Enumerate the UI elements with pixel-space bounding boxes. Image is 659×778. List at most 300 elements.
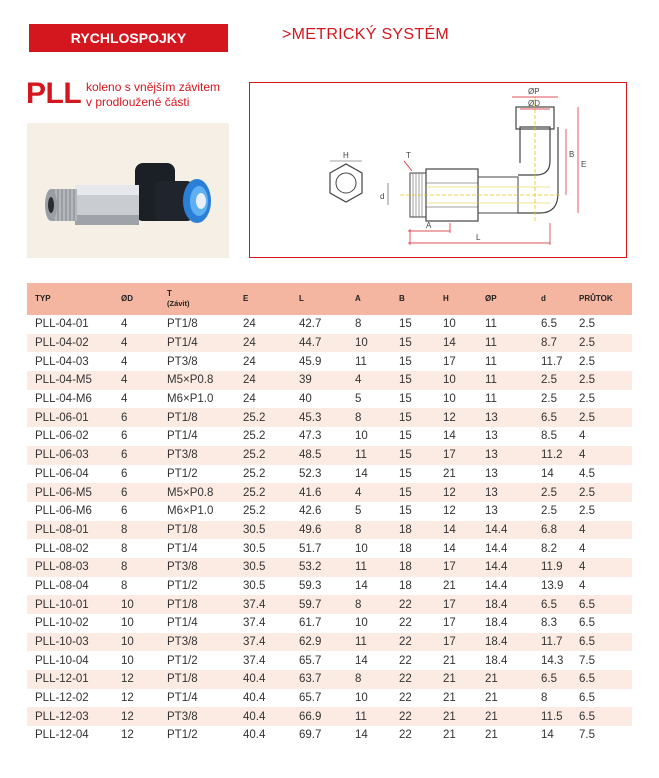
cell-op: 21: [485, 692, 498, 705]
cell-t: PT1/8: [167, 318, 198, 331]
dim-label-H: H: [343, 151, 349, 160]
cell-prutok: 2.5: [579, 337, 595, 350]
cell-h: 12: [443, 486, 456, 499]
col-header-l: L: [299, 294, 304, 303]
cell-od: 8: [121, 523, 128, 536]
cell-l: 63.7: [299, 673, 322, 686]
dim-label-OP: ØP: [528, 87, 540, 96]
col-header-t-sub: (Závit): [167, 299, 190, 308]
cell-d: 2.5: [541, 393, 557, 406]
cell-l: 47.3: [299, 430, 322, 443]
cell-e: 24: [243, 337, 256, 350]
dim-label-L: L: [476, 233, 481, 242]
cell-typ: PLL-04-M6: [35, 393, 92, 406]
cell-l: 65.7: [299, 654, 322, 667]
cell-h: 17: [443, 636, 456, 649]
cell-t: PT1/8: [167, 598, 198, 611]
table-row: [27, 483, 632, 502]
cell-typ: PLL-04-M5: [35, 374, 92, 387]
col-header-prutok: PRŮTOK: [579, 294, 613, 303]
cell-l: 62.9: [299, 636, 322, 649]
cell-d: 14.3: [541, 654, 564, 667]
cell-op: 14.4: [485, 561, 508, 574]
cell-prutok: 7.5: [579, 729, 595, 742]
hex-end-view: [330, 164, 362, 202]
cell-e: 24: [243, 393, 256, 406]
cell-b: 22: [399, 729, 412, 742]
cell-h: 12: [443, 411, 456, 424]
table-row: [27, 465, 632, 484]
table-row: [27, 726, 632, 745]
cell-op: 13: [485, 505, 498, 518]
cell-typ: PLL-08-04: [35, 579, 89, 592]
cell-op: 13: [485, 430, 498, 443]
cell-l: 65.7: [299, 692, 322, 705]
cell-l: 39: [299, 374, 312, 387]
cell-a: 5: [355, 505, 362, 518]
cell-h: 17: [443, 561, 456, 574]
cell-a: 10: [355, 617, 368, 630]
table-row: [27, 689, 632, 708]
cell-t: PT3/8: [167, 710, 198, 723]
table-row: [27, 577, 632, 596]
cell-e: 25.2: [243, 505, 266, 518]
cell-h: 14: [443, 430, 456, 443]
cell-op: 11: [485, 355, 497, 368]
cell-d: 2.5: [541, 505, 557, 518]
cell-od: 4: [121, 318, 128, 331]
cell-od: 8: [121, 542, 128, 555]
cell-t: M5×P0.8: [167, 486, 214, 499]
cell-h: 17: [443, 598, 456, 611]
col-header-od: ØD: [121, 294, 133, 303]
table-row: [27, 633, 632, 652]
cell-a: 4: [355, 374, 362, 387]
cell-l: 53.2: [299, 561, 322, 574]
cell-l: 40: [299, 393, 312, 406]
cell-e: 30.5: [243, 579, 266, 592]
cell-e: 24: [243, 374, 256, 387]
cell-b: 22: [399, 692, 412, 705]
cell-a: 10: [355, 692, 368, 705]
cell-t: PT1/4: [167, 617, 198, 630]
table-row: [27, 614, 632, 633]
cell-a: 14: [355, 729, 368, 742]
cell-b: 22: [399, 598, 412, 611]
cell-l: 59.7: [299, 598, 322, 611]
cell-prutok: 6.5: [579, 692, 595, 705]
cell-l: 49.6: [299, 523, 322, 536]
cell-op: 11: [485, 337, 497, 350]
table-row: [27, 352, 632, 371]
cell-od: 12: [121, 673, 134, 686]
table-row: [27, 651, 632, 670]
cell-e: 30.5: [243, 523, 266, 536]
cell-h: 21: [443, 654, 456, 667]
cell-e: 25.2: [243, 430, 266, 443]
cell-a: 14: [355, 654, 368, 667]
cell-t: PT1/4: [167, 542, 198, 555]
cell-b: 15: [399, 393, 412, 406]
cell-h: 14: [443, 542, 456, 555]
cell-t: PT1/2: [167, 654, 198, 667]
cell-b: 18: [399, 579, 412, 592]
cell-typ: PLL-10-02: [35, 617, 89, 630]
cell-prutok: 2.5: [579, 486, 595, 499]
cell-typ: PLL-08-02: [35, 542, 89, 555]
cell-prutok: 4: [579, 542, 586, 555]
cell-b: 15: [399, 318, 412, 331]
cell-a: 11: [355, 561, 367, 574]
table-row: [27, 408, 632, 427]
table-row: [27, 539, 632, 558]
cell-b: 15: [399, 374, 412, 387]
cell-od: 4: [121, 337, 128, 350]
cell-d: 11.2: [541, 449, 563, 462]
category-tag: RYCHLOSPOJKY: [29, 24, 228, 52]
cell-t: PT1/4: [167, 692, 198, 705]
table-row: [27, 334, 632, 353]
cell-l: 45.9: [299, 355, 322, 368]
cell-prutok: 2.5: [579, 505, 595, 518]
cell-e: 25.2: [243, 467, 266, 480]
col-header-h: H: [443, 294, 449, 303]
cell-a: 14: [355, 467, 368, 480]
cell-d: 11.5: [541, 710, 563, 723]
cell-e: 30.5: [243, 561, 266, 574]
cell-l: 66.9: [299, 710, 322, 723]
cell-a: 14: [355, 579, 368, 592]
cell-d: 6.5: [541, 598, 557, 611]
cell-od: 10: [121, 636, 134, 649]
cell-h: 10: [443, 318, 456, 331]
cell-od: 8: [121, 561, 128, 574]
cell-l: 52.3: [299, 467, 322, 480]
cell-prutok: 2.5: [579, 393, 595, 406]
table-row: [27, 427, 632, 446]
cell-l: 59.3: [299, 579, 322, 592]
cell-typ: PLL-10-04: [35, 654, 89, 667]
col-header-typ: TYP: [35, 294, 51, 303]
cell-a: 10: [355, 430, 368, 443]
col-header-t-label: T: [167, 289, 172, 298]
cell-t: PT1/2: [167, 467, 198, 480]
cell-b: 18: [399, 523, 412, 536]
col-header-a: A: [355, 294, 361, 303]
cell-h: 17: [443, 355, 456, 368]
cell-a: 8: [355, 673, 362, 686]
cell-op: 18.4: [485, 636, 508, 649]
cell-e: 37.4: [243, 617, 266, 630]
cell-d: 6.5: [541, 318, 557, 331]
cell-a: 5: [355, 393, 362, 406]
cell-typ: PLL-10-01: [35, 598, 89, 611]
table-row: [27, 446, 632, 465]
cell-op: 18.4: [485, 617, 508, 630]
col-header-e: E: [243, 294, 249, 303]
cell-op: 13: [485, 467, 498, 480]
cell-od: 8: [121, 579, 128, 592]
cell-b: 15: [399, 449, 412, 462]
cell-a: 8: [355, 318, 362, 331]
cell-b: 15: [399, 430, 412, 443]
cell-typ: PLL-10-03: [35, 636, 89, 649]
cell-t: PT3/8: [167, 355, 198, 368]
cell-h: 12: [443, 505, 456, 518]
cell-od: 10: [121, 617, 134, 630]
cell-t: PT1/2: [167, 729, 198, 742]
cell-a: 8: [355, 523, 362, 536]
dim-label-T: T: [406, 151, 411, 160]
cell-typ: PLL-06-02: [35, 430, 89, 443]
cell-l: 44.7: [299, 337, 322, 350]
cell-typ: PLL-04-02: [35, 337, 89, 350]
cell-b: 22: [399, 710, 412, 723]
cell-b: 22: [399, 617, 412, 630]
cell-b: 18: [399, 561, 412, 574]
cell-e: 40.4: [243, 710, 266, 723]
cell-e: 24: [243, 355, 256, 368]
cell-a: 10: [355, 337, 368, 350]
cell-d: 8.2: [541, 542, 557, 555]
cell-prutok: 4: [579, 430, 586, 443]
cell-prutok: 4: [579, 523, 586, 536]
cell-typ: PLL-04-03: [35, 355, 89, 368]
cell-e: 30.5: [243, 542, 266, 555]
cell-b: 22: [399, 654, 412, 667]
cell-d: 14: [541, 729, 554, 742]
cell-od: 6: [121, 467, 128, 480]
cell-od: 12: [121, 729, 134, 742]
cell-od: 6: [121, 430, 128, 443]
cell-a: 11: [355, 449, 367, 462]
table-row: [27, 595, 632, 614]
table-row: [27, 315, 632, 334]
product-photo: [27, 123, 229, 258]
cell-h: 21: [443, 673, 456, 686]
cell-od: 4: [121, 393, 128, 406]
cell-od: 6: [121, 486, 128, 499]
technical-drawing: [249, 82, 627, 258]
table-row: [27, 558, 632, 577]
cell-op: 21: [485, 729, 498, 742]
cell-h: 21: [443, 579, 456, 592]
cell-l: 42.6: [299, 505, 322, 518]
cell-t: M5×P0.8: [167, 374, 214, 387]
col-header-b: B: [399, 294, 405, 303]
cell-d: 6.8: [541, 523, 557, 536]
cell-typ: PLL-04-01: [35, 318, 89, 331]
cell-a: 4: [355, 486, 362, 499]
cell-prutok: 7.5: [579, 654, 595, 667]
table-row: [27, 390, 632, 409]
col-header-t: [159, 283, 235, 315]
cell-d: 11.9: [541, 561, 563, 574]
spec-table: [27, 283, 632, 745]
cell-op: 11: [485, 374, 497, 387]
cell-e: 24: [243, 318, 256, 331]
cell-t: PT1/8: [167, 523, 198, 536]
cell-d: 8.3: [541, 617, 557, 630]
cell-h: 21: [443, 692, 456, 705]
cell-a: 11: [355, 710, 367, 723]
table-header-row: [27, 283, 632, 315]
cell-a: 11: [355, 355, 367, 368]
cell-od: 10: [121, 654, 134, 667]
cell-op: 14.4: [485, 579, 508, 592]
cell-d: 13.9: [541, 579, 564, 592]
cell-op: 14.4: [485, 542, 508, 555]
cell-a: 11: [355, 636, 367, 649]
product-description: [86, 80, 220, 110]
cell-prutok: 6.5: [579, 636, 595, 649]
table-row: [27, 707, 632, 726]
cell-prutok: 6.5: [579, 710, 595, 723]
cell-d: 8: [541, 692, 548, 705]
cell-b: 22: [399, 673, 412, 686]
cell-d: 8.5: [541, 430, 557, 443]
cell-d: 6.5: [541, 673, 557, 686]
cell-typ: PLL-12-04: [35, 729, 89, 742]
cell-l: 51.7: [299, 542, 322, 555]
cell-e: 25.2: [243, 411, 266, 424]
cell-h: 21: [443, 710, 456, 723]
cell-l: 61.7: [299, 617, 322, 630]
cell-op: 13: [485, 449, 498, 462]
cell-h: 14: [443, 337, 456, 350]
cell-h: 14: [443, 523, 456, 536]
cell-b: 15: [399, 355, 412, 368]
cell-b: 22: [399, 636, 412, 649]
cell-l: 45.3: [299, 411, 322, 424]
cell-d: 6.5: [541, 411, 557, 424]
cell-op: 18.4: [485, 598, 508, 611]
cell-op: 11: [485, 393, 497, 406]
cell-prutok: 2.5: [579, 355, 595, 368]
cell-op: 18.4: [485, 654, 508, 667]
cell-d: 2.5: [541, 486, 557, 499]
cell-prutok: 2.5: [579, 411, 595, 424]
cell-e: 37.4: [243, 654, 266, 667]
cell-op: 11: [485, 318, 497, 331]
cell-od: 12: [121, 692, 134, 705]
cell-d: 8.7: [541, 337, 557, 350]
cell-h: 10: [443, 374, 456, 387]
cell-e: 25.2: [243, 486, 266, 499]
cell-od: 12: [121, 710, 134, 723]
cell-e: 40.4: [243, 729, 266, 742]
cell-a: 8: [355, 411, 362, 424]
cell-b: 15: [399, 505, 412, 518]
cell-t: PT3/8: [167, 561, 198, 574]
cell-od: 4: [121, 355, 128, 368]
cell-typ: PLL-06-04: [35, 467, 89, 480]
product-code: PLL: [26, 77, 82, 110]
page-subtitle: >METRICKÝ SYSTÉM: [282, 26, 450, 43]
cell-typ: PLL-06-03: [35, 449, 89, 462]
product-description-line-1: koleno s vnějším závitem: [86, 80, 221, 94]
cell-e: 37.4: [243, 598, 266, 611]
cell-typ: PLL-08-03: [35, 561, 89, 574]
cell-t: PT3/8: [167, 449, 198, 462]
cell-prutok: 4: [579, 449, 586, 462]
cell-l: 42.7: [299, 318, 322, 331]
cell-l: 48.5: [299, 449, 322, 462]
cell-a: 10: [355, 542, 368, 555]
table-row: [27, 521, 632, 540]
col-header-d: d: [541, 294, 546, 303]
cell-b: 15: [399, 486, 412, 499]
cell-b: 15: [399, 467, 412, 480]
cell-h: 17: [443, 449, 456, 462]
cell-e: 40.4: [243, 673, 266, 686]
cell-d: 14: [541, 467, 554, 480]
cell-typ: PLL-06-M6: [35, 505, 92, 518]
cell-op: 13: [485, 411, 498, 424]
cell-t: M6×P1.0: [167, 505, 214, 518]
cell-e: 37.4: [243, 636, 266, 649]
cell-h: 17: [443, 617, 456, 630]
cell-typ: PLL-06-01: [35, 411, 89, 424]
cell-op: 21: [485, 710, 498, 723]
cell-od: 6: [121, 505, 128, 518]
cell-t: PT1/8: [167, 411, 198, 424]
cell-typ: PLL-12-02: [35, 692, 89, 705]
cell-t: PT1/4: [167, 337, 198, 350]
cell-e: 40.4: [243, 692, 266, 705]
cell-od: 10: [121, 598, 134, 611]
cell-a: 8: [355, 598, 362, 611]
spec-table-body: [27, 315, 632, 745]
cell-prutok: 6.5: [579, 673, 595, 686]
cell-op: 13: [485, 486, 498, 499]
cell-b: 18: [399, 542, 412, 555]
dim-label-d: d: [380, 192, 385, 201]
cell-d: 11.7: [541, 355, 563, 368]
cell-d: 2.5: [541, 374, 557, 387]
col-header-op: ØP: [485, 294, 497, 303]
cell-h: 21: [443, 467, 456, 480]
table-row: [27, 670, 632, 689]
dim-label-OD: ØD: [528, 99, 540, 108]
cell-prutok: 2.5: [579, 374, 595, 387]
cell-prutok: 4: [579, 561, 586, 574]
cell-l: 41.6: [299, 486, 322, 499]
cell-od: 6: [121, 449, 128, 462]
dim-label-E: E: [581, 160, 587, 169]
cell-op: 21: [485, 673, 498, 686]
cell-od: 4: [121, 374, 128, 387]
fitting-illustration: [27, 123, 229, 258]
cell-prutok: 4: [579, 579, 586, 592]
cell-l: 69.7: [299, 729, 322, 742]
cell-h: 10: [443, 393, 456, 406]
cell-prutok: 6.5: [579, 598, 595, 611]
cell-typ: PLL-12-01: [35, 673, 89, 686]
cell-typ: PLL-12-03: [35, 710, 89, 723]
cell-d: 11.7: [541, 636, 563, 649]
cell-t: PT1/2: [167, 579, 198, 592]
dim-label-B: B: [569, 150, 575, 159]
cell-t: PT3/8: [167, 636, 198, 649]
product-description-line-2: v prodloužené části: [86, 95, 190, 109]
cell-op: 14.4: [485, 523, 508, 536]
cell-t: PT1/4: [167, 430, 198, 443]
cell-e: 25.2: [243, 449, 266, 462]
cell-prutok: 4.5: [579, 467, 595, 480]
table-row: [27, 371, 632, 390]
cell-h: 21: [443, 729, 456, 742]
